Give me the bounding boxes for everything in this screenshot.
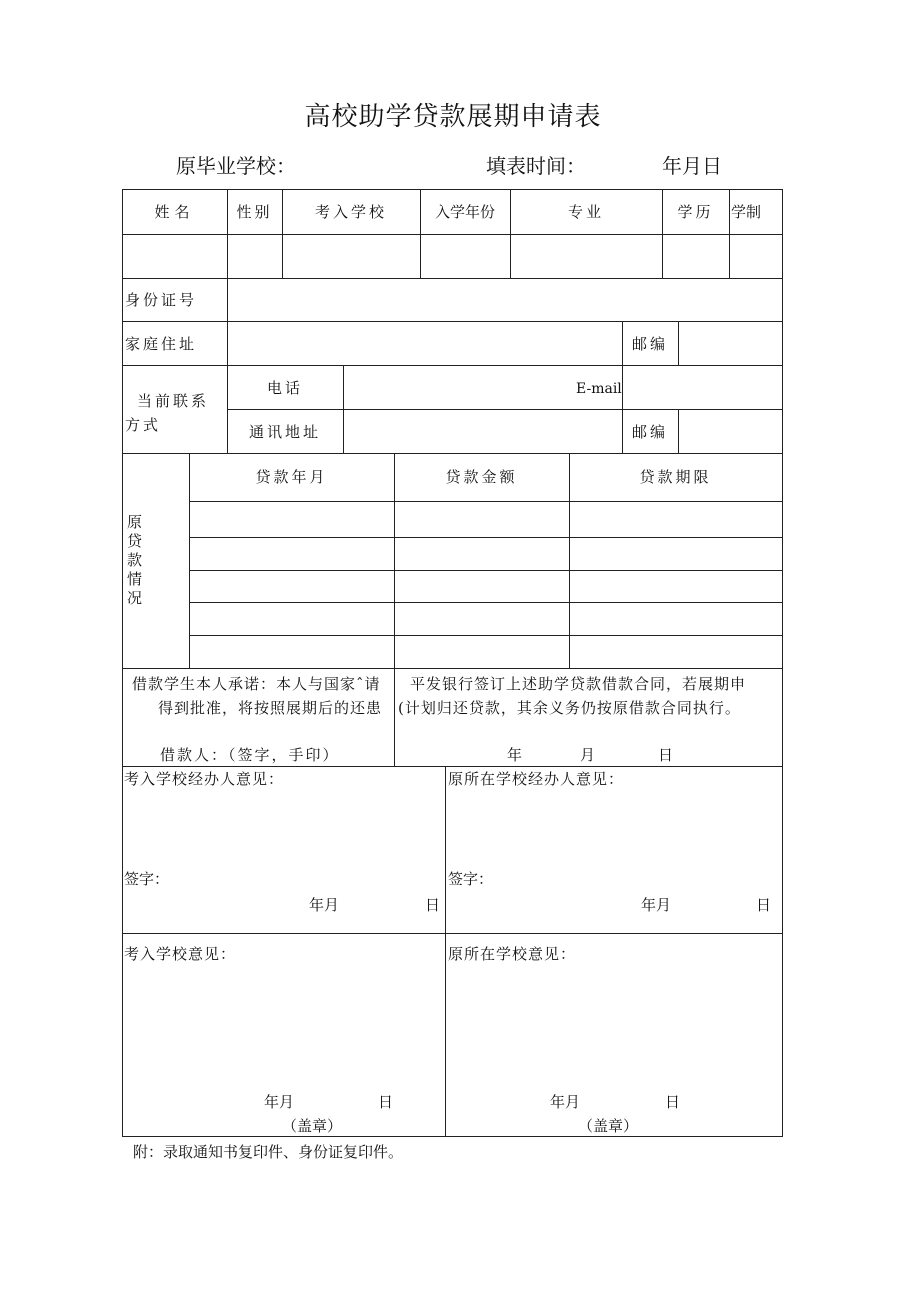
borrower-signature-label: 借款人：（签字，手印） [160, 746, 340, 764]
rule [678, 321, 679, 365]
education-header: 学历 [677, 203, 714, 221]
program-length-header: 学制 [731, 203, 762, 221]
loan-date-header: 贷款年月 [255, 468, 328, 486]
mail-address-label: 通讯地址 [248, 423, 321, 441]
school-right-day: 日 [665, 1093, 681, 1111]
rule [189, 537, 783, 538]
attachment-note: 附：录取通知书复印件、身份证复印件。 [133, 1143, 404, 1161]
seal-right: （盖章） [578, 1117, 639, 1135]
rule [343, 365, 344, 453]
name-header: 姓名 [154, 203, 195, 221]
gender-header: 性别 [236, 203, 273, 221]
rule [189, 635, 783, 636]
pledge-day: 日 [658, 746, 674, 764]
entry-year-header: 入学年份 [434, 203, 495, 221]
rule [122, 933, 783, 934]
loan-amount-header: 贷款金额 [445, 468, 518, 486]
school-left-day: 日 [378, 1093, 394, 1111]
rule [622, 365, 623, 409]
admitted-school-header: 考入学校 [314, 203, 387, 221]
home-address-label: 家庭住址 [125, 335, 198, 353]
fill-date-label: 年月日 [662, 154, 722, 178]
postcode-label: 邮编 [631, 335, 668, 353]
rule [782, 189, 783, 1137]
rule [729, 189, 730, 278]
new-school-opinion-label: 考入学校意见： [124, 945, 237, 963]
pledge-left-line1: 借款学生本人承诺：本人与国家ˆ请 [132, 675, 381, 693]
handler-left-year-month: 年月 [309, 896, 340, 914]
school-right-year-month: 年月 [550, 1093, 581, 1111]
rule [122, 766, 783, 767]
id-number-label: 身份证号 [125, 291, 198, 309]
rule [394, 668, 395, 766]
rule [122, 668, 783, 669]
seal-left: （盖章） [282, 1117, 343, 1135]
handler-left-day: 日 [425, 896, 441, 914]
fill-time-label: 填表时间： [486, 154, 586, 178]
rule [445, 766, 446, 1137]
new-school-handler-opinion-label: 考入学校经办人意见： [124, 770, 285, 788]
orig-school-handler-opinion-label: 原所在学校经办人意见： [448, 770, 625, 788]
rule [227, 189, 228, 453]
loan-term-header: 贷款期限 [639, 468, 712, 486]
pledge-right-line1: 平发银行签订上述助学贷款借款合同，若展期申 [410, 675, 747, 693]
handler-right-day: 日 [756, 896, 772, 914]
rule [122, 278, 783, 279]
rule [122, 189, 123, 1137]
rule [678, 409, 679, 453]
postcode-label-2: 邮编 [631, 423, 668, 441]
contact-label: 当前联系方式 [125, 392, 210, 434]
phone-label: 电话 [266, 379, 303, 397]
rule [122, 453, 783, 454]
rule [122, 189, 783, 190]
form-title: 高校助学贷款展期申请表 [304, 102, 602, 132]
pledge-year: 年 [507, 746, 523, 764]
pledge-left-line2: 得到批准，将按照展期后的还患 [158, 699, 383, 717]
email-label: E-mail [576, 381, 622, 397]
rule [189, 602, 783, 603]
orig-school-opinion-label: 原所在学校意见： [448, 945, 577, 963]
original-school-label: 原毕业学校： [176, 154, 296, 178]
sign-label-right: 签字： [448, 870, 494, 888]
school-left-year-month: 年月 [264, 1093, 295, 1111]
original-loan-label: 原贷款情况 [127, 513, 143, 607]
rule [227, 409, 783, 410]
pledge-month: 月 [580, 746, 596, 764]
rule [122, 365, 783, 366]
rule [122, 234, 783, 235]
pledge-right-line2: (计划归还贷款，其余义务仍按原借款合同执行。 [398, 699, 741, 717]
sign-label-left: 签字： [124, 870, 170, 888]
rule [122, 321, 783, 322]
major-header: 专业 [567, 203, 604, 221]
handler-right-year-month: 年月 [641, 896, 672, 914]
form-table [122, 189, 783, 1137]
rule [189, 570, 783, 571]
rule [122, 1136, 783, 1137]
rule [189, 501, 783, 502]
